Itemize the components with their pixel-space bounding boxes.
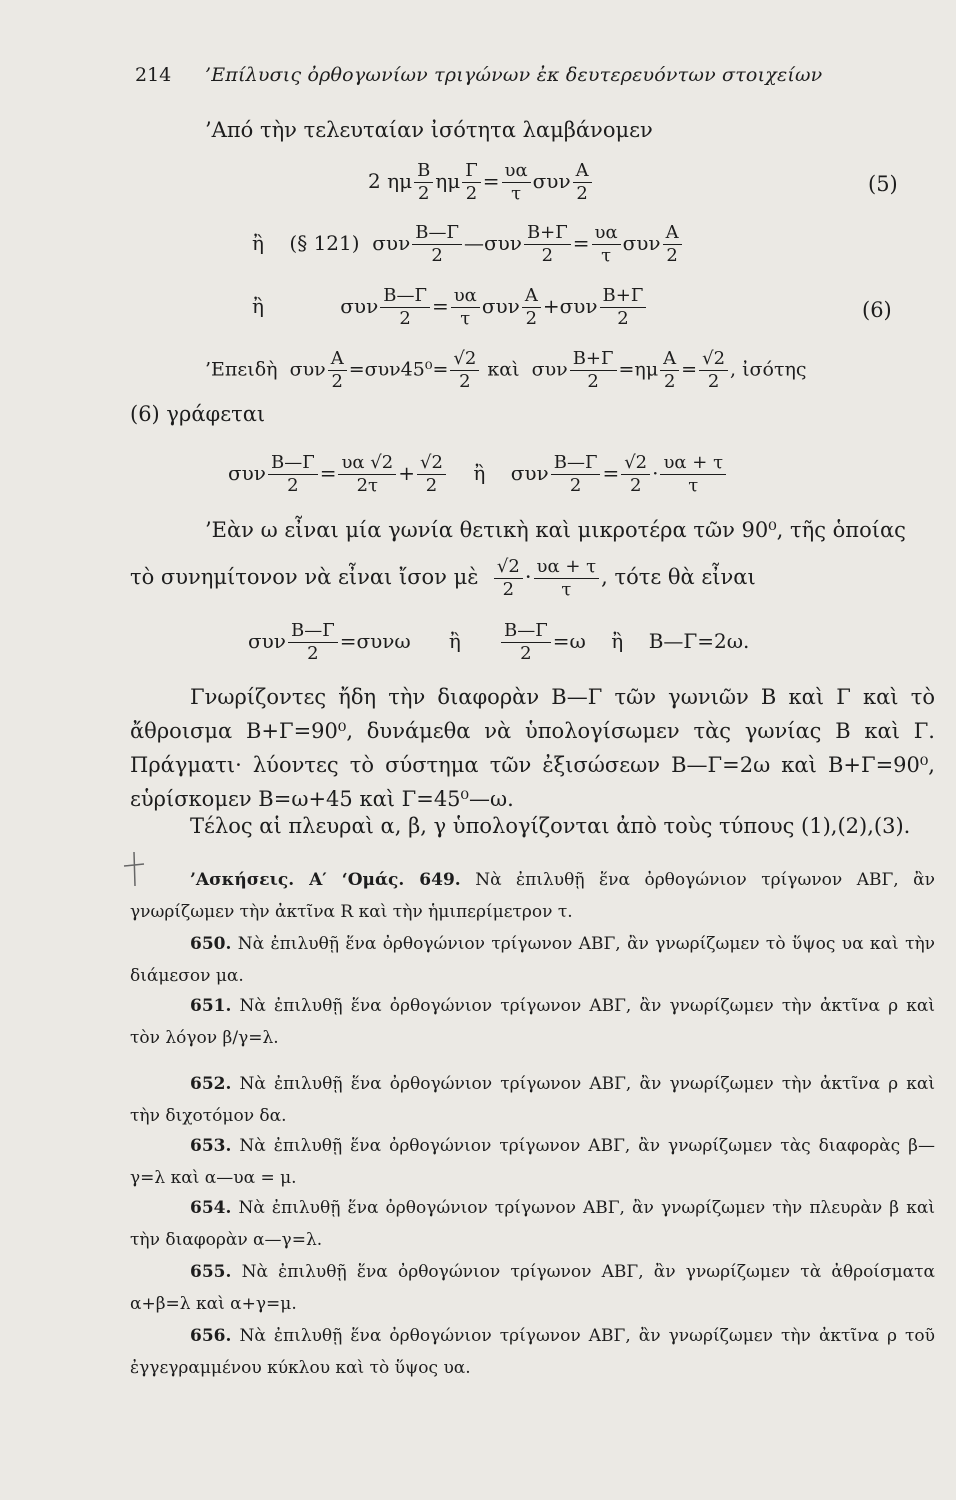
numerator: Β+Γ [600,285,647,308]
eq-text: =ω [552,629,586,653]
eq-text: συν [340,294,379,318]
exercise-number: 655. [190,1262,232,1282]
eq-text: = [602,461,620,485]
denominator: τ [460,308,471,329]
numerator: υα √2 [338,452,396,475]
exercise-item [130,928,935,992]
eq-text: = [431,294,449,318]
exercise-number: 654. [190,1198,232,1218]
equation-7 [228,452,728,497]
numerator: Β—Γ [288,620,338,643]
eq-text: · [652,461,659,485]
numerator: Β—Γ [501,620,551,643]
eq-text: συν [228,461,266,485]
eq-text: = [572,231,590,255]
exercise-item [130,1256,935,1320]
denominator: 2 [465,183,478,204]
fraction [450,348,479,393]
fraction [570,348,617,393]
eq-text: συν [372,231,411,255]
fraction [328,348,347,393]
intro-line: ’Από τὴν τελευταίαν ἰσότητα λαμβάνομεν [205,118,653,142]
eq-text: 2 ημ [368,169,413,193]
fraction [338,452,396,497]
denominator: 2 [431,245,443,266]
eq-text: Β—Γ=2ω. [648,629,750,653]
eq-text: ’Επειδὴ [205,358,278,381]
denominator: 2 [525,308,538,329]
fraction [573,160,592,205]
numerator: √2 [494,556,523,579]
denominator: 2 [502,579,515,600]
equation-6 [252,285,648,330]
exercise-text: Νὰ ἐπιλυθῇ ἕνα ὀρθογώνιον τρίγωνον ΑΒΓ, ἂν γνωρίζωμεν τὴν ἀκτῖνα ρ καὶ τὴν διχοτόμον δα. [130,1074,935,1126]
fraction [621,452,650,497]
written-line: (6) γράφεται [130,402,266,426]
eq-text: = [319,461,337,485]
exercise-number: 651. [190,996,232,1016]
fraction [501,620,551,665]
denominator: 2 [459,371,471,392]
page-number: 214 [135,64,172,86]
exercise-item [130,1320,935,1384]
denominator: 2 [399,308,411,329]
denominator: τ [688,475,699,496]
denominator: 2 [576,183,588,204]
exercise-number: ’Ασκήσεις. Α′ ‘Ομάς. 649. [190,870,461,890]
eq-text: συν [248,629,286,653]
denominator: 2 [520,643,532,664]
numerator: √2 [417,452,446,475]
exercise-text: Νὰ ἐπιλυθῇ ἕνα ὀρθογώνιον τρίγωνον ΑΒΓ, ἂν γνωρίζωμεν τὰ ἀθροίσματα α+β=λ καὶ α+γ=μ. [130,1262,935,1314]
paragraph-1a: ’Εὰν ω εἶναι μία γωνία θετικὴ καὶ μικροτέρα τῶν 90⁰, τῆς ὁποίας [205,518,906,542]
running-title: ’Επίλυσις ὀρθογωνίων τριγώνων ἐκ δευτερευόντων στοιχείων [205,64,823,86]
numerator: υα [502,160,531,183]
since-line [205,348,807,393]
eq-text: συν [532,169,571,193]
fraction [534,556,600,601]
eq-text: = [681,358,698,381]
exercise-text: Νὰ ἐπιλυθῇ ἕνα ὀρθογώνιον τρίγωνον ΑΒΓ, ἂν γνωρίζωμεν τὸ ὕψος υα καὶ τὴν διάμεσον μα. [130,934,935,986]
numerator: √2 [699,348,728,371]
numerator: υα [451,285,480,308]
fraction [600,285,647,330]
numerator: υα + τ [534,556,600,579]
numerator: Α [522,285,541,308]
eq-text: = [482,169,500,193]
fraction [592,222,621,267]
numerator: Β+Γ [524,222,571,245]
eq-text: τὸ συνημίτονον νὰ εἶναι ἴσον μὲ [130,565,479,589]
fraction [502,160,531,205]
numerator: υα + τ [660,452,726,475]
exercise-number: 652. [190,1074,232,1094]
exercise-text: Νὰ ἐπιλυθῇ ἕνα ὀρθογώνιον τρίγωνον ΑΒΓ, ἂν γνωρίζωμεν τὴν πλευρὰν β καὶ τὴν διαφορὰν α—γ=λ. [130,1198,935,1250]
fraction [522,285,541,330]
exercise-item [130,1130,935,1194]
exercise-item [130,990,935,1054]
fraction [551,452,601,497]
numerator: Α [660,348,679,371]
denominator: 2 [707,371,720,392]
denominator: 2 [541,245,554,266]
denominator: 2 [666,245,678,266]
numerator: υα [592,222,621,245]
fraction [660,348,679,393]
numerator: Β—Γ [380,285,430,308]
fraction [663,222,682,267]
numerator: Β—Γ [412,222,462,245]
eq-text: +συν [542,294,598,318]
eq-text: · [524,565,532,589]
fraction [699,348,728,393]
denominator: 2 [629,475,642,496]
exercise-item [130,864,935,928]
fraction [451,285,480,330]
exercise-number: 656. [190,1326,232,1346]
eq-text: συν [510,461,549,485]
denominator: 2τ [356,475,379,496]
equation-number-5: (5) [868,172,898,196]
eq-text: —συν [463,231,522,255]
denominator: 2 [617,308,629,329]
eq-text: + [398,461,415,485]
fraction [524,222,571,267]
exercise-number: 653. [190,1136,232,1156]
fraction [414,160,433,205]
exercise-text: Νὰ ἐπιλυθῇ ἕνα ὀρθογώνιον τρίγωνον ΑΒΓ, ἂν γνωρίζωμεν τὴν ἀκτῖνα R καὶ τὴν ἡμιπερίμετρον τ. [130,870,935,922]
paragraph-2: Γνωρίζοντες ἤδη τὴν διαφορὰν Β—Γ τῶν γωνιῶν Β καὶ Γ καὶ τὸ ἄθροισμα Β+Γ=90⁰, δυνάμεθα νὰ ὑπολογίσωμεν τὰς γωνίας Β καὶ Γ. Πράγματι· λύοντες τὸ σύστημα τῶν ἐξισώσεων Β—Γ=2ω καὶ Β+Γ=90⁰, εὑρίσκομεν Β=ω+45 καὶ Γ=45⁰—ω. [130,685,935,811]
exercise-text: Νὰ ἐπιλυθῇ ἕνα ὀρθογώνιον τρίγωνον ΑΒΓ, ἂν γνωρίζωμεν τὴν ἀκτῖνα ρ τοῦ ἐγγεγραμμένου κύκλου καὶ τὸ ὕψος υα. [130,1326,935,1378]
denominator: τ [561,579,572,600]
paragraph-1b [130,556,756,601]
fraction [494,556,523,601]
numerator: √2 [621,452,650,475]
fraction [288,620,338,665]
denominator: 2 [663,371,676,392]
numerator: Β+Γ [570,348,617,371]
fraction [412,222,462,267]
eq-text: συν [289,358,326,381]
numerator: Β [414,160,433,183]
exercise-text: Νὰ ἐπιλυθῇ ἕνα ὀρθογώνιον τρίγωνον ΑΒΓ, ἂν γνωρίζωμεν τὰς διαφορὰς β—γ=λ καὶ α—υα = μ. [130,1136,935,1188]
equation-5 [368,160,594,205]
denominator: 2 [287,475,299,496]
fraction [380,285,430,330]
denominator: 2 [425,475,438,496]
exercise-item [130,1068,935,1132]
eq-text: ἢ [611,629,624,653]
fraction [660,452,726,497]
exercise-number: 650. [190,934,232,954]
exercise-text: Νὰ ἐπιλυθῇ ἕνα ὀρθογώνιον τρίγωνον ΑΒΓ, ἂν γνωρίζωμεν τὴν ἀκτῖνα ρ καὶ τὸν λόγον β/γ=λ. [130,996,935,1048]
eq-text: ημ [435,169,461,193]
exercise-item [130,1192,935,1256]
eq-text: =συνω [339,629,411,653]
eq-text: ἢ [448,629,461,653]
fraction [462,160,481,205]
eq-text: =ημ [618,358,659,381]
equation-121 [252,222,684,267]
numerator: Α [663,222,682,245]
numerator: Β—Γ [268,452,318,475]
eq-text: =συν45⁰= [348,358,449,381]
numerator: Γ [462,160,481,183]
denominator: τ [511,183,522,204]
denominator: 2 [331,371,343,392]
numerator: Α [328,348,347,371]
eq-text: καὶ [487,358,520,381]
eq-text: συν [622,231,661,255]
numerator: Α [573,160,592,183]
denominator: 2 [587,371,599,392]
fraction [268,452,318,497]
equation-8 [248,620,749,665]
denominator: τ [601,245,612,266]
numerator: √2 [450,348,479,371]
denominator: 2 [569,475,582,496]
eq-text: , ἰσότης [730,358,807,381]
denominator: 2 [417,183,430,204]
eq-text: ἢ [473,461,486,485]
paragraph-3: Τέλος αἱ πλευραὶ α, β, γ ὑπολογίζονται ἀπὸ τοὺς τύπους (1),(2),(3). [190,814,911,838]
eq-text: ἢ [252,231,264,255]
eq-text: ἢ [252,294,264,318]
eq-text: συν [531,358,568,381]
eq-ref: (§ 121) [289,231,360,255]
fraction [417,452,446,497]
eq-text: συν [481,294,520,318]
numerator: Β—Γ [551,452,601,475]
equation-number-6: (6) [862,298,892,322]
eq-text: , τότε θὰ εἶναι [601,565,756,589]
denominator: 2 [307,643,319,664]
